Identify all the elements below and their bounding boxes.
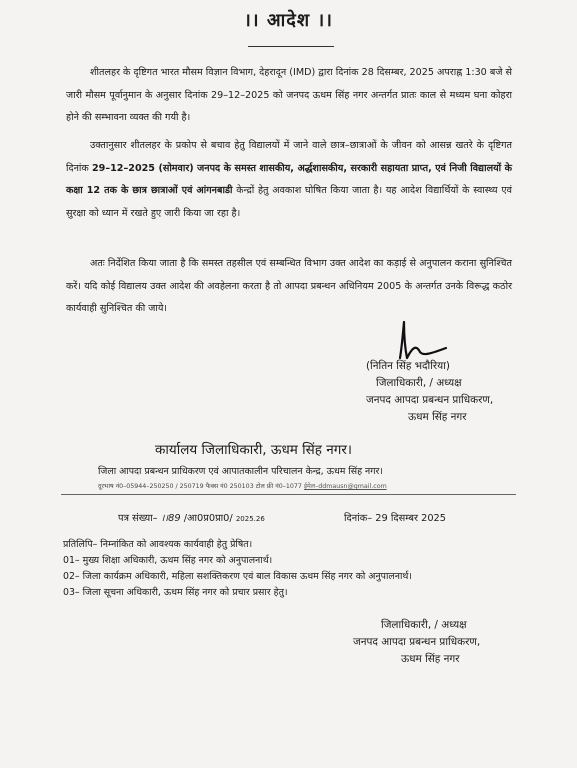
reference-number — [118, 511, 265, 524]
signatory-designation: जिलाधिकारी, / अध्यक्ष — [376, 377, 462, 389]
reference-date: दिनांक– 29 दिसम्बर 2025 — [344, 513, 447, 524]
signatory2-org: जनपद आपदा प्रबन्धन प्राधिकरण, — [353, 636, 481, 648]
list-item: 03– जिला सूचना अधिकारी, ऊधम सिंह नगर को प्रचार प्रसार हेतु। — [63, 587, 288, 598]
signatory-place: ऊधम सिंह नगर — [408, 411, 467, 423]
paragraph-2-text-a: उक्तानुसार शीतलहर के प्रकोप से बचाव हेतु विद्यालयों में जाने वाले छात्र–छात्राओं के जीवन को आसन्न खतरे के दृष्टिगत दिनांक — [66, 140, 512, 174]
reference-handwritten-number: ।।89 — [160, 513, 181, 524]
paragraph-2-text-c: केन्द्रों हेतु अवकाश घोषित किया जाता है। यह आदेश विद्यार्थियों के स्वास्थ्य एवं सुरक्षा को ध्यान में रखते हुए जारी किया जा रहा है। — [66, 185, 512, 219]
reference-label: पत्र संख्या– — [118, 513, 158, 524]
paragraph-1 — [66, 62, 512, 130]
signatory-block-2 — [353, 617, 480, 668]
reference-code: /आ0प्र0प्रा0/ — [183, 513, 233, 524]
copy-to-intro: प्रतिलिपि– निम्नांकित को आवश्यक कार्यवाही हेतु प्रेषित। — [63, 539, 253, 550]
office-contact — [98, 481, 387, 490]
copy-to-list — [63, 537, 412, 601]
paragraph-2-bold-text: 29–12–2025 (सोमवार) जनपद के समस्त शासकीय, अर्द्धशासकीय, सरकारी सहायता प्राप्त, एवं निजी विद्यालयों के कक्षा 12 तक के छात्र छात्राओं एवं आंगनबाडी — [66, 162, 512, 196]
list-item: 01– मुख्य शिक्षा अधिकारी, ऊधम सिंह नगर को अनुपालनार्थ। — [63, 555, 273, 566]
signatory-name: (नितिन सिंह भदौरिया) — [366, 360, 450, 372]
contact-email[interactable]: ईमेल–ddmausn@gmail.com — [303, 483, 387, 490]
contact-numbers: दूरभाष नं0–05944–250250 / 250719 फैक्स नं0 250103 टोल फ्री नं0–1077 — [98, 483, 302, 490]
signature-icon — [392, 318, 450, 362]
reference-year: 2025.26 — [235, 515, 265, 523]
signatory-org: जनपद आपदा प्रबन्धन प्राधिकरण, — [366, 394, 494, 406]
paragraph-1-text: शीतलहर के दृष्टिगत भारत मौसम विज्ञान विभाग, देहरादून (IMD) द्वारा दिनांक 28 दिसम्बर, 2025 अपराह्न 1:30 बजे से जारी मौसम पूर्वानुमान के अनुसार दिनांक 29–12–2025 को जनपद ऊधम सिंह नगर अन्तर्गत प्रातः काल से मध्यम घना कोहरा होने की सम्भावना व्यक्त की गयी है। — [66, 67, 512, 123]
document-title: ।। आदेश ।। — [243, 10, 333, 31]
paragraph-2 — [66, 135, 512, 225]
office-heading: कार्यालय जिलाधिकारी, ऊधम सिंह नगर। — [155, 442, 352, 458]
signatory-block — [366, 358, 493, 426]
signatory2-place: ऊधम सिंह नगर — [401, 653, 460, 665]
office-subheading: जिला आपदा प्रबन्धन प्राधिकरण एवं आपातकालीन परिचालन केन्द्र, ऊधम सिंह नगर। — [98, 466, 383, 477]
signatory2-designation: जिलाधिकारी, / अध्यक्ष — [381, 619, 467, 631]
paragraph-3-text: अतः निर्देशित किया जाता है कि समस्त तहसील एवं सम्बन्धित विभाग उक्त आदेश का कड़ाई से अनुपालन कराना सुनिश्चित करें। यदि कोई विद्यालय उक्त आदेश की अवहेलना करता है तो आपदा प्रबन्धन अधिनियम 2005 के अन्तर्गत उनके विरूद्ध कठोर कार्यवाही सुनिश्चित की जाये। — [66, 258, 512, 314]
title-underline — [248, 46, 334, 47]
divider — [61, 494, 516, 495]
paragraph-3 — [66, 253, 512, 321]
list-item: 02– जिला कार्यक्रम अधिकारी, महिला सशक्तिकरण एवं बाल विकास ऊधम सिंह नगर को अनुपालनार्थ। — [63, 571, 412, 582]
